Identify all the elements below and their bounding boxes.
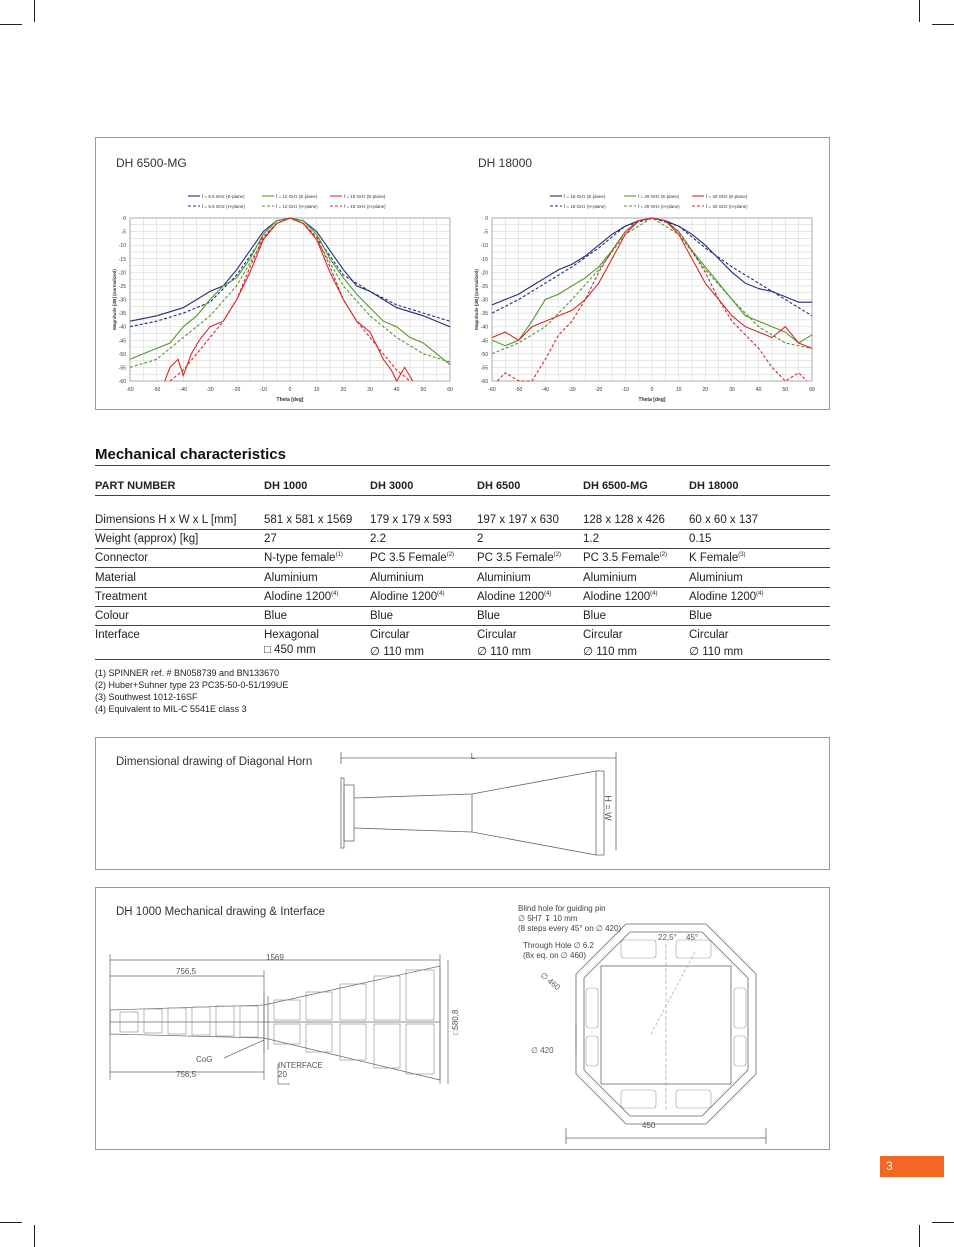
y-tick-label: -15 xyxy=(480,256,488,263)
table-cell xyxy=(370,514,452,526)
dim-hw-label: H = W xyxy=(603,795,613,821)
x-tick-label: 40 xyxy=(755,387,762,393)
table-cell xyxy=(477,591,552,603)
table-cell xyxy=(689,533,711,545)
x-tick-label: -10 xyxy=(259,387,267,393)
table-cell xyxy=(264,552,343,564)
cell-value: Blue xyxy=(264,610,288,622)
cell-value: Circular xyxy=(689,629,729,641)
cell-value: 581 x 581 x 1569 xyxy=(264,514,353,526)
crop-mark xyxy=(0,24,22,25)
crop-mark xyxy=(0,1222,22,1223)
x-tick-label: 50 xyxy=(782,387,789,393)
x-tick-label: 10 xyxy=(675,387,682,393)
crop-mark xyxy=(919,0,920,22)
x-tick-label: 60 xyxy=(447,387,453,393)
table-cell xyxy=(370,591,445,603)
table-cell xyxy=(689,572,743,584)
y-tick-label: -5 xyxy=(483,229,488,236)
row-label: Interface xyxy=(95,629,140,641)
cell-value: Aluminium xyxy=(264,572,318,584)
row-divider xyxy=(95,625,830,626)
y-tick-label: -60 xyxy=(480,379,488,385)
footnote-ref: (4) xyxy=(437,591,445,598)
y-tick-label: -30 xyxy=(118,297,126,304)
x-tick-label: 30 xyxy=(729,387,735,393)
col-header-dh6500mg: DH 6500-MG xyxy=(583,480,648,492)
note-blind-hole: Blind hole for guiding pin xyxy=(518,904,606,913)
cell-value: Alodine 1200 xyxy=(264,591,332,603)
crop-mark xyxy=(932,24,954,25)
y-tick-label: -35 xyxy=(118,311,126,318)
y-axis-label: Magnitude [dB] (normalized) xyxy=(112,269,117,330)
cell-value: Circular xyxy=(370,629,410,641)
y-tick-label: -45 xyxy=(480,338,488,345)
x-tick-label: -30 xyxy=(206,387,214,393)
cell-value: 1.2 xyxy=(583,533,599,545)
cell-value: Blue xyxy=(477,610,501,622)
table-cell xyxy=(264,514,352,526)
y-tick-label: -10 xyxy=(480,243,488,250)
cell-value: Circular xyxy=(477,629,517,641)
table-cell xyxy=(370,572,424,584)
cell-value: Alodine 1200 xyxy=(689,591,757,603)
table-cell xyxy=(689,591,764,603)
y-axis-label: Magnitude [dB] (normalized) xyxy=(474,269,479,330)
table-top-rule xyxy=(95,465,830,466)
row-divider xyxy=(95,606,830,607)
footnote-ref: (3) xyxy=(738,552,746,559)
x-tick-label: 20 xyxy=(340,387,347,393)
col-header-part: PART NUMBER xyxy=(95,480,176,492)
x-tick-label: 20 xyxy=(702,387,709,393)
crop-mark xyxy=(34,1225,35,1247)
legend-label: f = 29 GHz (H-plane) xyxy=(638,204,680,209)
dim-w450: 450 xyxy=(642,1121,656,1130)
drawing2-title: DH 1000 Mechanical drawing & Interface xyxy=(116,906,326,918)
x-tick-label: 0 xyxy=(288,387,292,393)
footnote-ref: (4) xyxy=(756,591,764,598)
cell-value: Aluminium xyxy=(370,572,424,584)
table-cell xyxy=(477,514,559,526)
legend-label: f = 40 GHz (H-plane) xyxy=(706,204,748,209)
dh1000-technical-drawing xyxy=(96,888,831,1151)
x-tick-label: -40 xyxy=(541,387,549,393)
cell-value: PC 3.5 Female xyxy=(370,552,447,564)
x-tick-label: 40 xyxy=(393,387,400,393)
table-cell xyxy=(370,610,393,622)
x-tick-label: 60 xyxy=(809,387,815,393)
y-tick-label: -25 xyxy=(118,283,126,290)
cell-value: 2 xyxy=(477,533,484,545)
row-label: Weight (approx) [kg] xyxy=(95,533,199,545)
y-tick-label: 0 xyxy=(485,216,488,222)
cog-label: CoG xyxy=(196,1055,213,1064)
dim-d420: ∅ 420 xyxy=(531,1046,554,1055)
cell-value: Alodine 1200 xyxy=(583,591,651,603)
table-cell xyxy=(583,533,599,545)
row-divider xyxy=(95,548,830,549)
col-header-dh1000: DH 1000 xyxy=(264,480,308,492)
y-tick-label: -45 xyxy=(118,338,126,345)
y-tick-label: -25 xyxy=(480,283,488,290)
legend-label: f = 29 GHz (E-plane) xyxy=(638,194,680,199)
note-through-hole: Through Hole ∅ 6.2 xyxy=(523,941,595,950)
row-divider xyxy=(95,567,830,568)
chart-right-title: DH 18000 xyxy=(478,156,533,170)
footnote: (3) Southwest 1012-16SF xyxy=(95,692,198,702)
footnote-ref: (2) xyxy=(553,552,562,559)
cell-value-secondary: □ 450 mm xyxy=(264,644,316,656)
table-cell xyxy=(583,610,606,622)
table-cell xyxy=(370,629,424,658)
legend-label: f = 18 GHz (E-plane) xyxy=(564,194,606,199)
table-cell xyxy=(477,629,531,658)
table-cell xyxy=(370,552,454,564)
cell-value: Aluminium xyxy=(583,572,637,584)
legend-label: f = 18 GHz (H-plane) xyxy=(564,204,606,209)
cell-value-secondary: ∅ 110 mm xyxy=(689,646,743,658)
y-tick-label: -55 xyxy=(118,365,126,372)
legend-label: f = 18 GHz (E-plane) xyxy=(344,194,386,199)
table-cell xyxy=(264,591,339,603)
cell-value: Blue xyxy=(370,610,394,622)
table-cell xyxy=(689,552,746,564)
x-tick-label: -10 xyxy=(621,387,629,393)
cell-value: Aluminium xyxy=(689,572,743,584)
footnote-ref: (4) xyxy=(331,591,339,598)
x-tick-label: -30 xyxy=(568,387,576,393)
table-header-rule xyxy=(95,495,830,496)
table-cell xyxy=(264,572,318,584)
table-cell xyxy=(370,533,386,545)
drawing1-title: Dimensional drawing of Diagonal Horn xyxy=(116,756,313,768)
y-tick-label: -20 xyxy=(118,270,126,277)
y-tick-label: -55 xyxy=(480,365,488,372)
section-title: Mechanical characteristics xyxy=(95,446,286,463)
x-tick-label: -20 xyxy=(595,387,603,393)
cell-value: Hexagonal xyxy=(264,629,319,641)
cell-value: Blue xyxy=(583,610,607,622)
x-tick-label: 0 xyxy=(650,387,654,393)
legend-label: f = 18 GHz (H-plane) xyxy=(344,204,386,209)
cell-value: PC 3.5 Female xyxy=(583,552,660,564)
y-tick-label: -20 xyxy=(480,270,488,277)
y-tick-label: -30 xyxy=(480,297,488,304)
cell-value: 27 xyxy=(264,533,277,545)
footnote: (2) Huber+Suhner type 23 PC35-50-0-51/199UE xyxy=(95,680,289,690)
y-tick-label: 0 xyxy=(123,216,126,222)
cell-value: PC 3.5 Female xyxy=(477,552,554,564)
y-tick-label: -10 xyxy=(118,243,126,250)
table-cell xyxy=(689,610,712,622)
cell-value: Circular xyxy=(583,629,623,641)
cell-value-secondary: ∅ 110 mm xyxy=(370,646,424,658)
cell-value: 197 x 197 x 630 xyxy=(477,514,559,526)
cell-value: Alodine 1200 xyxy=(370,591,438,603)
row-divider xyxy=(95,529,830,530)
cell-value-secondary: ∅ 110 mm xyxy=(583,646,637,658)
legend-label: f = 6.5 GHz (E-plane) xyxy=(202,194,245,199)
x-tick-label: -60 xyxy=(488,387,496,393)
table-cell xyxy=(583,514,665,526)
cell-value: Alodine 1200 xyxy=(477,591,545,603)
table-cell xyxy=(583,629,637,658)
legend-label: f = 12 GHz (H-plane) xyxy=(276,204,318,209)
y-tick-label: -40 xyxy=(480,324,488,331)
y-tick-label: -50 xyxy=(480,351,488,358)
dim-l-label: L xyxy=(470,752,476,761)
legend-label: f = 6.5 GHz (H-plane) xyxy=(202,204,245,209)
row-divider xyxy=(95,587,830,588)
x-tick-label: -40 xyxy=(179,387,187,393)
cell-value: K Female xyxy=(689,552,739,564)
table-cell xyxy=(264,610,287,622)
row-label: Connector xyxy=(95,552,149,564)
cell-value: Aluminium xyxy=(477,572,531,584)
footnote: (4) Equivalent to MIL-C 5541E class 3 xyxy=(95,704,247,714)
col-header-dh6500: DH 6500 xyxy=(477,480,521,492)
y-tick-label: -15 xyxy=(118,256,126,263)
cell-value: N-type female xyxy=(264,552,336,564)
crop-mark xyxy=(34,0,35,22)
dim-total: 1569 xyxy=(266,953,284,962)
cell-value: 60 x 60 x 137 xyxy=(689,514,759,526)
table-cell xyxy=(264,533,277,545)
note-blind-hole-steps: (8 steps every 45° on ∅ 420) xyxy=(518,924,622,933)
note-blind-hole-size: ∅ 5H7 ↧ 10 mm xyxy=(518,914,578,923)
cell-value: Blue xyxy=(689,610,713,622)
table-cell xyxy=(689,514,758,526)
chart-dh6500mg xyxy=(106,186,466,411)
x-tick-label: 30 xyxy=(367,387,373,393)
cell-value: 2.2 xyxy=(370,533,386,545)
table-cell xyxy=(477,610,500,622)
table-cell xyxy=(264,629,319,656)
table-cell xyxy=(583,552,667,564)
table-cell xyxy=(583,591,658,603)
row-label: Dimensions H x W x L [mm] xyxy=(95,514,237,526)
dim-cog-top: 756,5 xyxy=(176,967,197,976)
x-tick-label: 10 xyxy=(313,387,320,393)
footnote-ref: (1) xyxy=(335,552,343,559)
crop-mark xyxy=(919,1225,920,1247)
table-bottom-rule xyxy=(95,659,830,660)
y-tick-label: -5 xyxy=(121,229,126,236)
y-tick-label: -50 xyxy=(118,351,126,358)
interface-label: INTERFACE xyxy=(278,1061,323,1070)
cell-value: 128 x 128 x 426 xyxy=(583,514,665,526)
cell-value-secondary: ∅ 110 mm xyxy=(477,646,531,658)
x-tick-label: -60 xyxy=(126,387,134,393)
table-cell xyxy=(689,629,743,658)
angle-45: 45° xyxy=(686,933,699,942)
radiation-pattern-panel xyxy=(95,137,830,410)
footnote-ref: (4) xyxy=(650,591,658,598)
col-header-dh18000: DH 18000 xyxy=(689,480,739,492)
table-cell xyxy=(477,552,561,564)
dim-twenty: 20 xyxy=(278,1070,287,1079)
footnote-ref: (2) xyxy=(659,552,668,559)
chart-dh18000 xyxy=(468,186,828,411)
page-number: 3 xyxy=(880,1156,944,1177)
dh1000-drawing-panel xyxy=(95,887,830,1150)
dim-cog-bottom: 756,5 xyxy=(176,1070,197,1079)
x-axis-label: Theta [deg] xyxy=(638,397,666,403)
footnote-ref: (4) xyxy=(544,591,552,598)
y-tick-label: -60 xyxy=(118,379,126,385)
row-label: Material xyxy=(95,572,136,584)
x-tick-label: -20 xyxy=(233,387,241,393)
legend-label: f = 40 GHz (E-plane) xyxy=(706,194,748,199)
footnote: (1) SPINNER ref. # BN058739 and BN133670 xyxy=(95,668,280,678)
cell-value: 179 x 179 x 593 xyxy=(370,514,452,526)
footnote-ref: (2) xyxy=(446,552,455,559)
y-tick-label: -40 xyxy=(118,324,126,331)
table-cell xyxy=(477,572,531,584)
dim-height: □580,8 xyxy=(451,1009,460,1035)
y-tick-label: -35 xyxy=(480,311,488,318)
cell-value: 0.15 xyxy=(689,533,712,545)
crop-mark xyxy=(932,1222,954,1223)
chart-left-title: DH 6500-MG xyxy=(116,156,187,170)
dim-d460: ∅ 460 xyxy=(538,970,562,993)
legend-label: f = 12 GHz (E-plane) xyxy=(276,194,318,199)
note-through-hole-count: (8x eq. on ∅ 460) xyxy=(523,951,587,960)
angle-22: 22,5° xyxy=(658,933,677,942)
row-label: Treatment xyxy=(95,591,147,603)
table-cell xyxy=(583,572,637,584)
x-axis-label: Theta [deg] xyxy=(276,397,304,403)
row-label: Colour xyxy=(95,610,129,622)
x-tick-label: -50 xyxy=(153,387,161,393)
col-header-dh3000: DH 3000 xyxy=(370,480,414,492)
table-cell xyxy=(477,533,483,545)
horn-outline-drawing xyxy=(96,738,831,871)
x-tick-label: -50 xyxy=(515,387,523,393)
dimensional-drawing-panel xyxy=(95,737,830,870)
x-tick-label: 50 xyxy=(420,387,427,393)
